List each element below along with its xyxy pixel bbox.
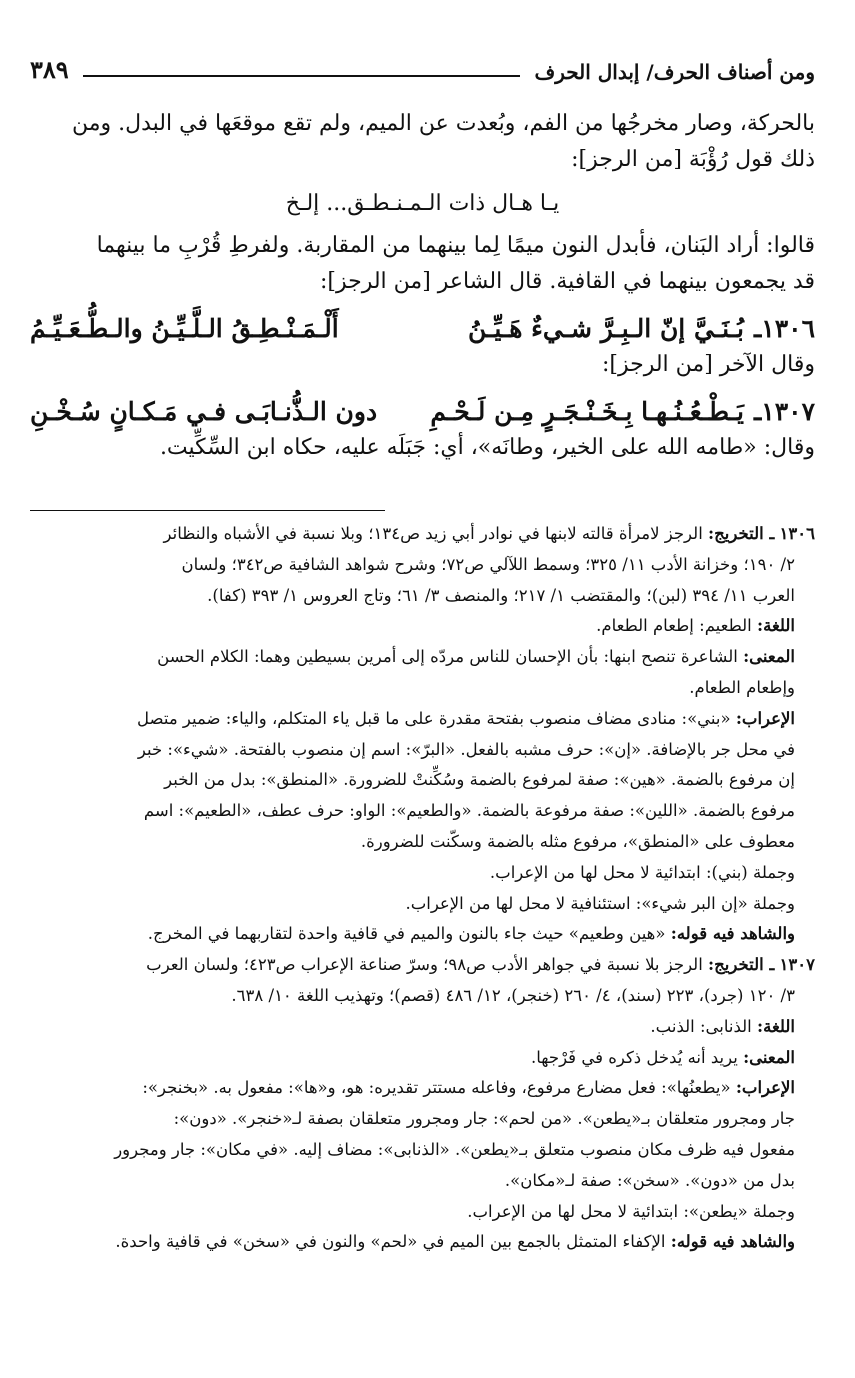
verse-number: ١٣٠٦ـ	[753, 314, 815, 343]
verse-1306	[30, 314, 815, 343]
shahid-text: «هين وطعيم» حيث جاء بالنون والميم في قافية واحدة لتقاربهما في المخرج.	[147, 924, 666, 944]
irab-text: «يطعنُها»: فعل مضارع مرفوع، وفاعله مستتر تقديره: هو، و«ها»: مفعول به. «بخنجر»:	[142, 1078, 731, 1098]
verse-number: ١٣٠٧ـ	[753, 397, 815, 426]
footnote-line	[30, 611, 815, 642]
footnote-line	[30, 642, 815, 673]
shahid-text: الإكفاء المتمثل بالجمع بين الميم في «لحم» والنون في «سخن» في قافية واحدة.	[115, 1232, 666, 1252]
footnote-line: ٢/ ١٩٠؛ وخزانة الأدب ١١/ ٣٢٥؛ وسمط اللآلي ص٧٢؛ وشرح شواهد الشافية ص٣٤٢؛ ولسان	[181, 554, 795, 574]
body-line: قد يجمعون بينهما في القافية. قال الشاعر [من الرجز]:	[319, 269, 815, 294]
footnote-line: ٣/ ١٢٠ (جرد)، ٢٢٣ (سند)، ٤/ ٢٦٠ (خنجر)، ١٢/ ٤٨٦ (قصم)؛ وتهذيب اللغة ١٠/ ٦٣٨.	[231, 985, 795, 1005]
footnote-line: معطوف على «المنطق»، مرفوع مثله بالضمة وسكّنت للضرورة.	[360, 831, 795, 851]
verse-second-hemistich: أَلْـمَـنْـطِـقُ الـلَّـيِّـنُ والـطُّـعَـيِّـمُ	[29, 314, 339, 343]
body-line: ذلك قول رُؤْبَة [من الرجز]:	[571, 147, 815, 172]
main-text	[30, 106, 815, 466]
footnote-line: في محل جر بالإضافة. «إن»: حرف مشبه بالفعل. «البرّ»: اسم إن منصوب بالفتحة. «شيء»: خبر	[137, 739, 795, 759]
lugha-text: الطعيم: إطعام الطعام.	[596, 616, 752, 636]
footnote-line: وجملة (بني): ابتدائية لا محل لها من الإعراب.	[489, 862, 795, 882]
footnote-line	[30, 1227, 815, 1258]
maana-label: المعنى:	[743, 1047, 795, 1067]
shahid-label: والشاهد فيه قوله:	[670, 1232, 795, 1252]
lugha-label: اللغة:	[757, 616, 795, 636]
footnotes	[30, 519, 815, 1258]
footnote-number: ١٣٠٧	[779, 955, 815, 975]
footnote-line	[30, 1073, 815, 1104]
footnote-separator	[30, 510, 385, 511]
footnote-line: وجملة «إن البر شيء»: استئنافية لا محل لها من الإعراب.	[405, 893, 795, 913]
running-header	[30, 44, 815, 84]
takhrij-label: ـ التخريج:	[708, 955, 775, 975]
footnote-line	[30, 1043, 815, 1074]
verse-1307	[30, 397, 815, 426]
quoted-verse-fragment: يـا هـال ذات الـمـنـطـق... إلـخ	[285, 191, 560, 216]
footnote-line	[30, 519, 815, 550]
footnote-1306	[30, 519, 815, 950]
verse-first-hemistich: يَـطْـعُـنُـهـا بِـخَـنْـجَـرٍ مِـن لَـحْـمِ	[430, 397, 744, 426]
irab-text: «بني»: منادى مضاف منصوب بفتحة مقدرة على ما قبل ياء المتكلم، والياء: ضمير متصل	[137, 708, 731, 728]
takhrij-text: الرجز بلا نسبة في جواهر الأدب ص٩٨؛ وسرّ صناعة الإعراب ص٤٢٣؛ ولسان العرب	[146, 955, 703, 975]
body-line: بالحركة، وصار مخرجُها من الفم، وبُعدت عن الميم، ولم تقع موقعَها في البدل. ومن	[71, 111, 815, 136]
footnote-number: ١٣٠٦	[779, 524, 815, 543]
page-number: ٣٨٩	[30, 55, 69, 84]
body-line: قالوا: أراد البَنان، فأبدل النون ميمًا لِما بينهما من المقاربة. ولفرطِ قُرْبِ ما بينهما	[96, 233, 815, 258]
footnote-line	[30, 704, 815, 735]
footnote-line	[30, 950, 815, 981]
footnote-line: بدل من «دون». «سخن»: صفة لـ«مكان».	[504, 1170, 795, 1190]
footnote-line: جار ومجرور متعلقان بـ«يطعن». «من لحم»: جار ومجرور متعلقان بصفة لـ«خنجر». «دون»:	[173, 1109, 795, 1129]
irab-label: الإعراب:	[735, 1078, 795, 1098]
maana-label: المعنى:	[743, 647, 795, 667]
running-title: ومن أصناف الحرف/ إبدال الحرف	[534, 60, 815, 84]
footnote-line: مفعول فيه ظرف مكان منصوب متعلق بـ«يطعن». «الذنابى»: مضاف إليه. «في مكان»: جار ومجرور	[114, 1139, 795, 1159]
takhrij-text: الرجز لامرأة قالته لابنها في نوادر أبي زيد ص١٣٤؛ وبلا نسبة في الأشباه والنظائر	[163, 524, 703, 543]
maana-text: يريد أنه يُدخل ذكره في فَرْجها.	[531, 1047, 738, 1067]
footnote-line: وجملة «يطعن»: ابتدائية لا محل لها من الإعراب.	[467, 1201, 795, 1221]
body-line: وقال: «طامه الله على الخير، وطانَه»، أي: جَبَلَه عليه، حكاه ابن السِّكِّيت.	[159, 435, 815, 460]
header-rule	[83, 75, 521, 77]
irab-label: الإعراب:	[735, 708, 795, 728]
footnote-1307	[30, 950, 815, 1258]
verse-second-hemistich: دون الـذُّنـابَـى فـي مَـكـانٍ سُـخْـنِ	[29, 397, 378, 426]
footnote-line: وإطعام الطعام.	[689, 677, 795, 697]
body-line: وقال الآخر [من الرجز]:	[601, 352, 815, 377]
footnote-line: مرفوع بالضمة. «اللين»: صفة مرفوعة بالضمة. «والطعيم»: الواو: حرف عطف، «الطعيم»: اسم	[143, 801, 795, 821]
footnote-line: إن مرفوع بالضمة. «هين»: صفة لمرفوع بالضمة وسُكِّنتْ للضرورة. «المنطق»: بدل من الخبر	[164, 770, 795, 790]
lugha-text: الذنابى: الذنب.	[650, 1016, 752, 1036]
footnote-line	[30, 1012, 815, 1043]
footnote-line	[30, 919, 815, 950]
lugha-label: اللغة:	[757, 1016, 795, 1036]
footnote-line: العرب ١١/ ٣٩٤ (لبن)؛ والمقتضب ١/ ٢١٧؛ والمنصف ٣/ ٦١؛ وتاج العروس ١/ ٣٩٣ (كفا).	[207, 585, 795, 605]
verse-first-hemistich: بُـنَـيَّ إنّ الـبِـرَّ شـيءٌ هَـيِّـنُ	[468, 314, 744, 343]
maana-text: الشاعرة تنصح ابنها: بأن الإحسان للناس مردّه إلى أمرين بسيطين وهما: الكلام الحسن	[157, 647, 738, 667]
shahid-label: والشاهد فيه قوله:	[670, 924, 795, 944]
takhrij-label: ـ التخريج:	[708, 524, 775, 543]
